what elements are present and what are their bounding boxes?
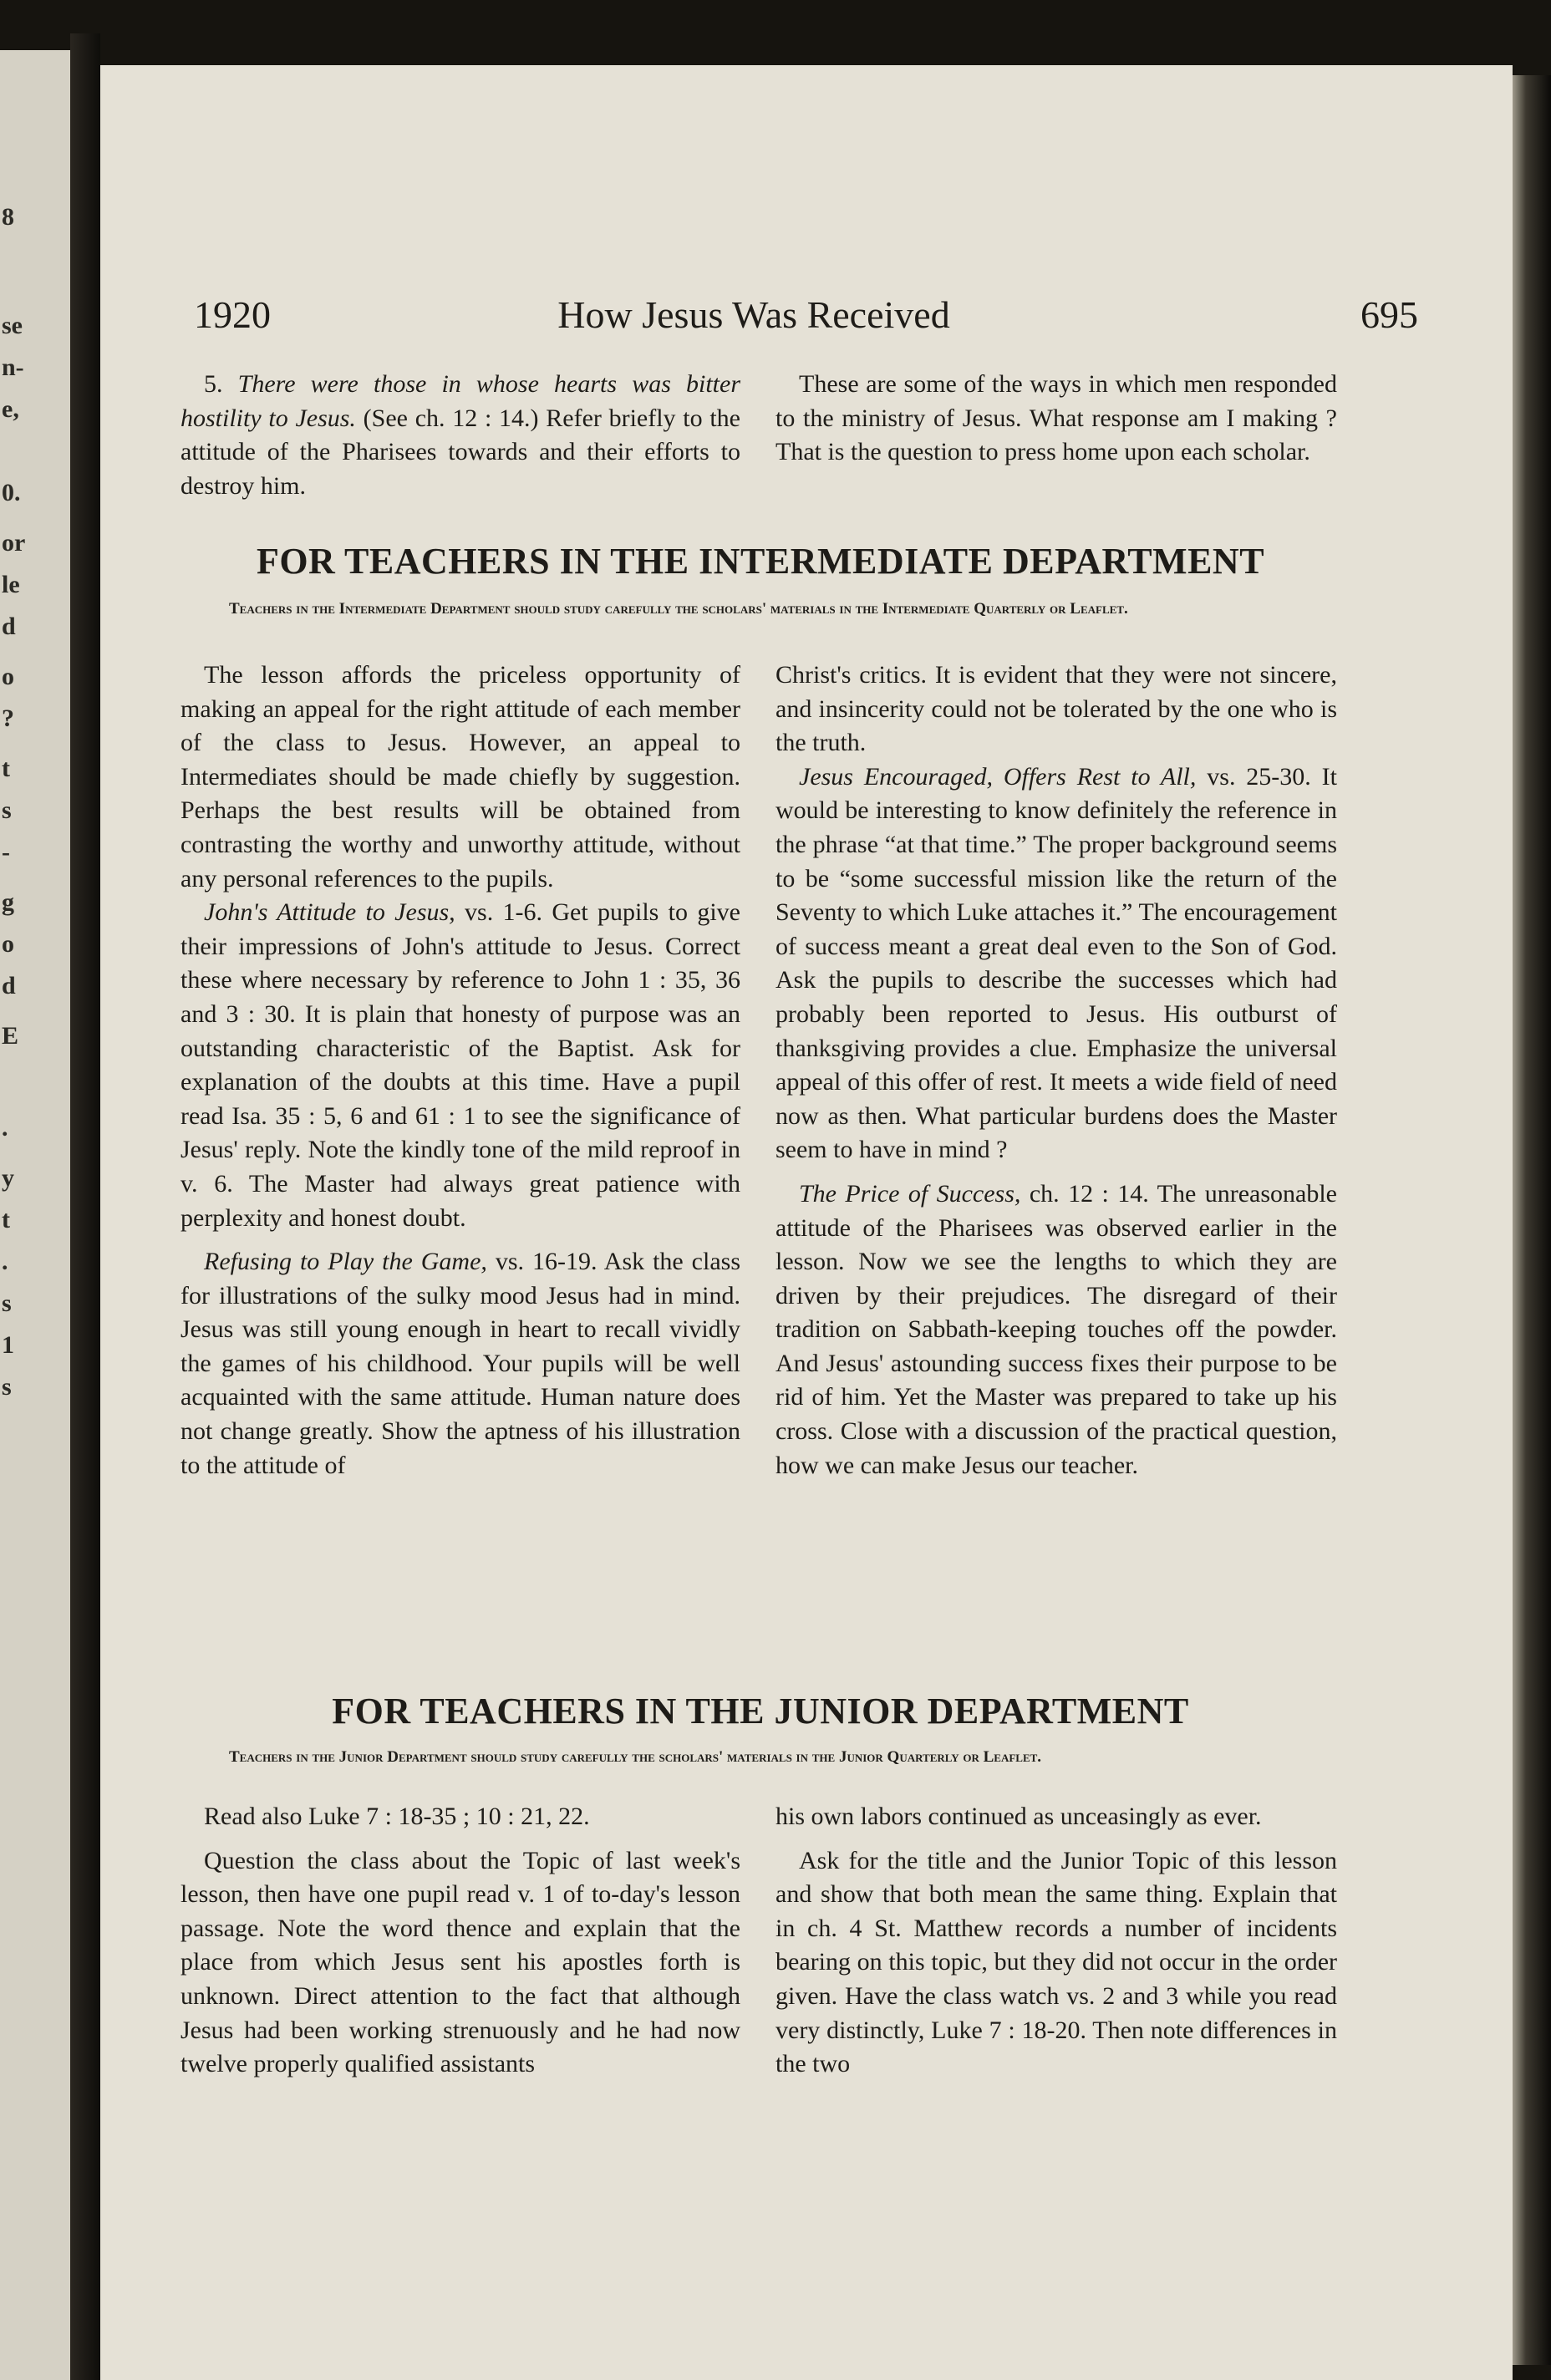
item-number: 5. (204, 370, 223, 398)
left-page-fragment: d (2, 972, 16, 999)
right-page-edge (1509, 75, 1551, 2365)
top-left-column (181, 368, 740, 503)
item-5 (181, 368, 740, 503)
section-text: ch. 12 : 14. The unreasonable attitude of the Pharisees was observed earlier in the lesson. Now we see the lengths to which they are driven by their prejudices. The disregard of their tradition on Sabbath-keeping touches off the powder. And Jesus' astounding success fixes their purpose to be rid of him. Yet the Master was prepared to take up his cross. Close with a discussion of the practical question, how we can make Jesus our teacher. (776, 1179, 1337, 1479)
section-heading: John's Attitude to Jesus, (204, 898, 455, 927)
intermediate-section-john (181, 896, 740, 1235)
section-text: vs. 16-19. Ask the class for illustrations of the sulky mood Jesus had in mind. Jesus was still young enough in heart to recall vividly the games of his childhood. Your pupils will be well acquainted with the same attitude. Human nature does not change greatly. Show the aptness of his illustration to the attitude of (181, 1248, 740, 1479)
left-page-fragment: ? (2, 704, 14, 732)
left-page-fragment: s (2, 796, 12, 824)
intermediate-left-column (181, 659, 740, 1482)
left-page-fragment: n- (2, 353, 24, 381)
left-page-fragment: . (2, 1114, 8, 1142)
left-page-fragment: t (2, 755, 10, 782)
book-gutter (70, 33, 100, 2380)
left-page-fragment: o (2, 663, 14, 690)
section-text: vs. 25-30. It would be interesting to know definitely the reference in the phrase “at that time.” The proper background seems to be “some successful mission like the return of the Seventy to which Luke attaches it.” The encouragement of success meant a great deal even to the Son of God. Ask the pupils to describe the successes which had probably been reported to Jesus. His outburst of thanksgiving provides a clue. Emphasize the universal appeal of this offer of rest. It meets a wide field of need now as then. What particular burdens does the Master seem to have in mind ? (776, 762, 1337, 1164)
page (100, 65, 1513, 2380)
section-heading: Jesus Encouraged, Offers Rest to All, (799, 762, 1197, 791)
left-page-fragment: E (2, 1022, 19, 1050)
intermediate-heading: FOR TEACHERS IN THE INTERMEDIATE DEPARTMENT (256, 541, 1265, 582)
intermediate-intro: The lesson affords the priceless opportunity of making an appeal for the right attitude of each member of the class to Jesus. However, an appeal to Intermediates should be made chiefly by suggestion. Perhaps the best results will be obtained from contrasting the worthy and unworthy attitude, without any personal references to the pupils. (181, 661, 740, 892)
left-page-fragment: s (2, 1289, 12, 1317)
left-page-fragment: - (2, 838, 10, 866)
left-page-fragment: o (2, 930, 14, 958)
top-right-column (776, 368, 1337, 470)
intermediate-right-column (776, 659, 1337, 1482)
left-page-fragment: y (2, 1164, 14, 1192)
left-page-fragment: g (2, 888, 14, 916)
item-heading: There were those in whose hearts was bitter hostility to Jesus. (181, 370, 741, 432)
left-page-fragment: e, (2, 395, 19, 423)
intermediate-continuation: Christ's critics. It is evident that they were not sincere, and insincerity could not be tolerated by the one who is the truth. (776, 661, 1337, 757)
left-page-fragment: se (2, 312, 23, 339)
section-text: vs. 1-6. Get pupils to give their impressions of John's attitude to Jesus. Correct these where necessary by reference to John 1 : 35, 36 and 3 : 30. It is plain that honesty of purpose was an outstanding characteristic of the Baptist. Ask for explanation of the doubts at this time. Have a pupil read Isa. 35 : 5, 6 and 61 : 1 to see the significance of Jesus' reply. Note the kindly tone of the mild reproof in v. 6. The Master had always great patience with perplexity and honest doubt. (181, 898, 741, 1232)
left-page-fragment: le (2, 571, 20, 598)
left-page-fragment: . (2, 1248, 8, 1275)
junior-note: Teachers in the Junior Department should study carefully the scholars' materials in the Junior Quarterly or Leaflet. (229, 1748, 1042, 1766)
junior-heading: FOR TEACHERS IN THE JUNIOR DEPARTMENT (332, 1691, 1189, 1732)
junior-paragraph: Question the class about the Topic of last week's lesson, then have one pupil read v. 1 of to-day's lesson passage. Note the word thence and explain that the place from which Jesus sent his apostles forth is unknown. Direct attention to the fact that although Jesus had been working strenuously and he had now twelve properly qualified assistants (181, 1846, 740, 2078)
left-page-fragment: d (2, 613, 16, 640)
section-heading: The Price of Success, (799, 1179, 1021, 1208)
header-year: 1920 (194, 293, 271, 336)
left-page-fragment: 8 (2, 203, 14, 231)
intermediate-note: Teachers in the Intermediate Department should study carefully the scholars' materials in the Intermediate Quarterly or Leaflet. (229, 600, 1128, 618)
left-page-fragment: or (2, 529, 26, 557)
closing-paragraph: These are some of the ways in which men responded to the ministry of Jesus. What response am I making ? That is the question to press home upon each scholar. (776, 370, 1337, 466)
page-title: How Jesus Was Received (557, 293, 950, 336)
junior-paragraph-2: Ask for the title and the Junior Topic of this lesson and show that both mean the same thing. Explain that in ch. 4 St. Matthew records a number of incidents bearing on this topic, but they did not occur in the order given. Have the class watch vs. 2 and 3 while you read very distinctly, Luke 7 : 18-20. Then note differences in the two (776, 1846, 1337, 2078)
left-page-fragment: t (2, 1206, 10, 1233)
junior-reading: Read also Luke 7 : 18-35 ; 10 : 21, 22. (204, 1803, 590, 1830)
junior-left-column (181, 1800, 740, 2082)
intermediate-section-game (181, 1245, 740, 1482)
junior-continuation: his own labors continued as unceasingly as ever. (776, 1803, 1262, 1830)
left-page-fragments (0, 50, 77, 2380)
junior-right-column (776, 1800, 1337, 2082)
left-page-fragment: s (2, 1373, 12, 1401)
page-number: 695 (1360, 293, 1418, 336)
running-head (194, 292, 1418, 343)
item-text: (See ch. 12 : 14.) Refer briefly to the attitude of the Pharisees towards and their efforts to destroy him. (181, 404, 740, 500)
left-page-fragment: 0. (2, 479, 21, 506)
intermediate-section-rest (776, 760, 1337, 1167)
left-page-fragment: 1 (2, 1331, 14, 1359)
intermediate-section-price (776, 1177, 1337, 1482)
section-heading: Refusing to Play the Game, (204, 1248, 487, 1276)
